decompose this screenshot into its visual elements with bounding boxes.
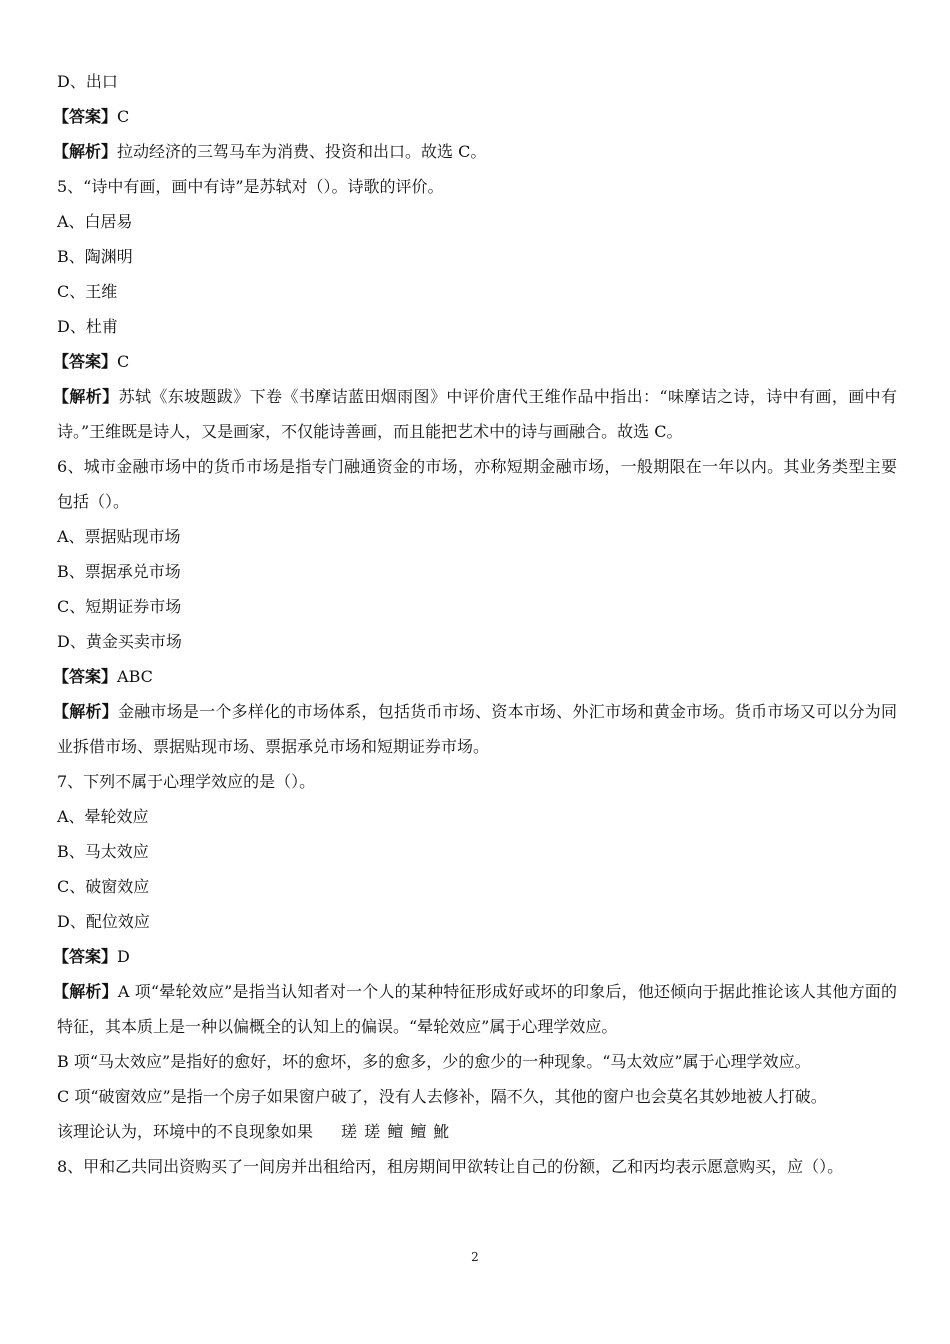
question-6-option-b: B、票据承兑市场 [57,562,181,581]
explanation-tag: 【解析】 [53,982,118,1001]
explanation-tag: 【解析】 [53,142,118,161]
garbled-text: 瑳 瑳 鳣 鳣 魤 [341,1122,451,1141]
answer-value: ABC [117,667,153,686]
answer-tag: 【答案】 [53,352,118,371]
question-6-option-c: C、短期证券市场 [57,597,182,616]
question-6-answer [53,659,897,694]
question-5-option-a: A、白居易 [57,212,133,231]
explanation-line [53,134,897,169]
question-6: 6、城市金融市场中的货币市场是指专门融通资金的市场，亦称短期金融市场，一般期限在一年以内。其业务类型主要包括（）。 [57,457,897,511]
question-6-option-d: D、黄金买卖市场 [57,632,182,651]
page-number: 2 [471,1250,479,1264]
question-7-option-d: D、配位效应 [57,912,150,931]
question-5-answer [53,344,897,379]
explanation-text: A 项“晕轮效应”是指当认知者对一个人的某种特征形成好或坏的印象后，他还倾向于据此推论该人其他方面的特征，其本质上是一种以偏概全的认知上的偏误。“晕轮效应”属于心理学效应。 [57,982,897,1036]
question-7-option-c: C、破窗效应 [57,877,150,896]
question-5: 5、“诗中有画，画中有诗”是苏轼对（）。诗歌的评价。 [57,177,444,196]
question-7-answer [53,939,897,974]
answer-value: C [117,352,130,371]
question-5-explanation [53,379,897,449]
explanation-text: 金融市场是一个多样化的市场体系，包括货币市场、资本市场、外汇市场和黄金市场。货币市场又可以分为同业拆借市场、票据贴现市场、票据承兑市场和短期证券市场。 [57,702,897,756]
explanation-tag: 【解析】 [53,387,119,406]
question-5-option-c: C、王维 [57,282,118,301]
question-7-option-b: B、马太效应 [57,842,149,861]
answer-tag: 【答案】 [53,107,118,126]
question-5-option-d: D、杜甫 [57,317,118,336]
question-8: 8、甲和乙共同出资购买了一间房并出租给丙，租房期间甲欲转让自己的份额，乙和丙均表示愿意购买，应（）。 [57,1157,844,1176]
question-7-explanation-c: C 项“破窗效应”是指一个房子如果窗户破了，没有人去修补，隔不久，其他的窗户也会莫名其妙地被人打破。 [57,1087,827,1106]
explanation-text: 苏轼《东坡题跋》下卷《书摩诘蓝田烟雨图》中评价唐代王维作品中指出：“味摩诘之诗，诗中有画，画中有诗。”王维既是诗人，又是画家，不仅能诗善画，而且能把艺术中的诗与画融合。故选 C。 [57,387,897,441]
question-7-option-a: A、晕轮效应 [57,807,149,826]
question-6-explanation [53,694,897,764]
answer-value: D [117,947,130,966]
question-5-option-b: B、陶渊明 [57,247,133,266]
answer-value: C [117,107,130,126]
question-7-explanation-c-cut [57,1114,897,1149]
truncated-text: 该理论认为，环境中的不良现象如果 [57,1122,314,1141]
explanation-tag: 【解析】 [53,702,118,721]
option-d-prev: D、出口 [57,72,118,91]
question-7: 7、下列不属于心理学效应的是（）。 [57,772,316,791]
answer-tag: 【答案】 [53,667,118,686]
explanation-text: 拉动经济的三驾马车为消费、投资和出口。故选 C。 [117,142,487,161]
answer-tag: 【答案】 [53,947,118,966]
page-content [53,64,897,1184]
question-7-explanation-b: B 项“马太效应”是指好的愈好，坏的愈坏，多的愈多，少的愈少的一种现象。“马太效应”属于心理学效应。 [57,1052,811,1071]
answer-line [53,99,897,134]
question-6-option-a: A、票据贴现市场 [57,527,181,546]
question-7-explanation [53,974,897,1044]
